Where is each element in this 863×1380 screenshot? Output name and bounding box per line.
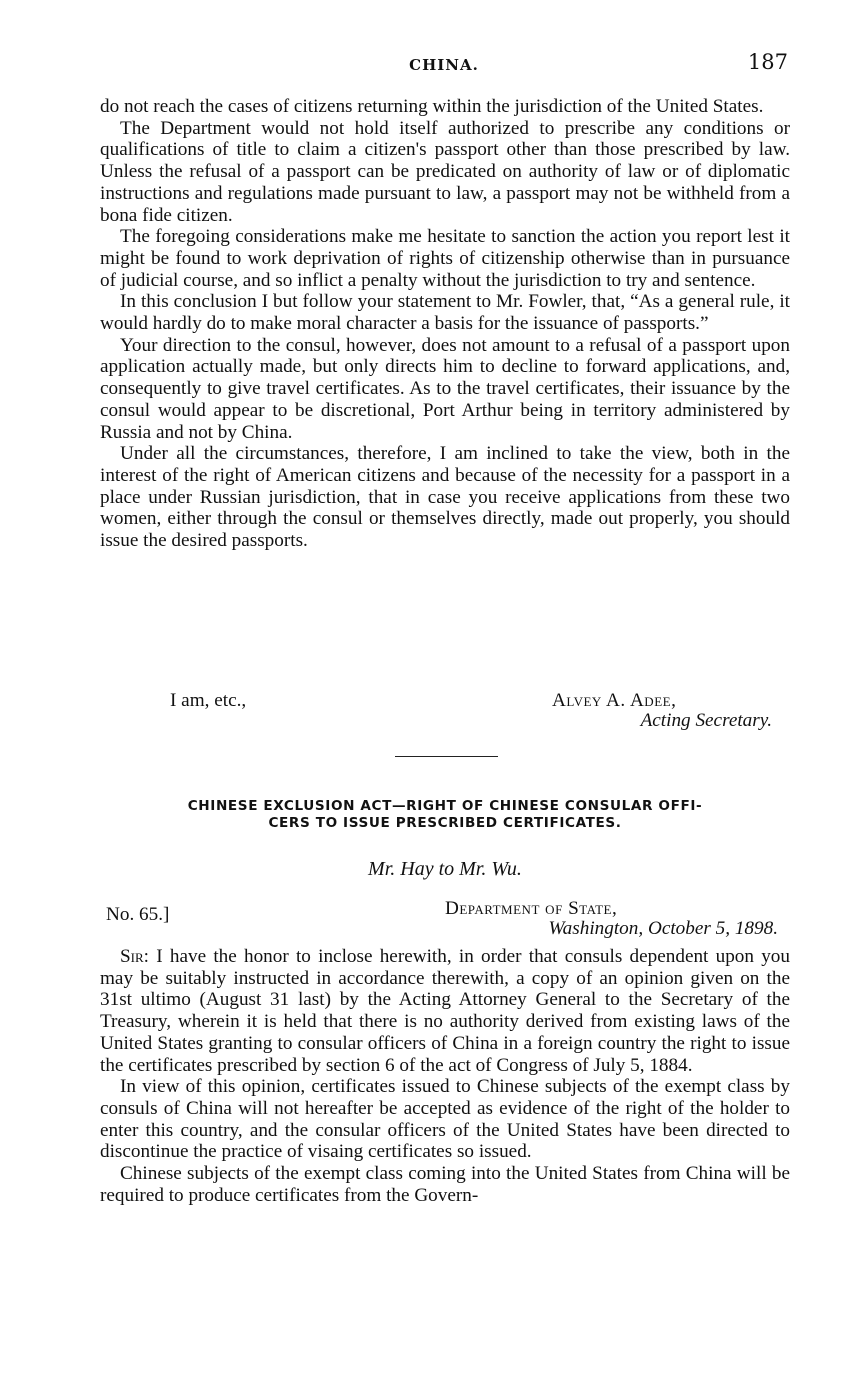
letter-body <box>100 946 790 1206</box>
heading-line: CHINESE EXCLUSION ACT—RIGHT OF CHINESE CONSULAR OFFI- <box>187 798 703 814</box>
paragraph: The foregoing considerations make me hesitate to sanction the action you report lest it might be found to work deprivation of rights of citizenship otherwise than in pursuance of judicial course, and so inflict a penalty without the jurisdiction to try and sentence. <box>100 226 790 291</box>
paragraph: In view of this opinion, certificates issued to Chinese subjects of the exempt class by consuls of China will not hereafter be accepted as evidence of the right of the holder to enter this country, and the consular officers of the United States have been directed to discontinue the practice of visaing certificates so issued. <box>100 1076 790 1163</box>
signer-title: Acting Secretary. <box>640 710 772 731</box>
page-number: 187 <box>747 50 788 74</box>
running-title: CHINA. <box>409 56 479 74</box>
correspondents-line: Mr. Hay to Mr. Wu. <box>368 858 522 880</box>
document-number: No. 65.] <box>106 904 170 925</box>
salutation: Sir: <box>120 946 150 967</box>
paragraph: Chinese subjects of the exempt class coming into the United States from China will be required to produce certificates from the Govern- <box>100 1163 790 1206</box>
paragraph: In this conclusion I but follow your statement to Mr. Fowler, that, “As a general rule, it would hardly do to make moral character a basis for the issuance of passports.” <box>100 291 790 335</box>
closing: I am, etc., <box>170 690 247 711</box>
letter-head <box>100 898 790 942</box>
signer-name: Alvey A. Adee, <box>552 690 677 711</box>
section-divider <box>395 756 498 757</box>
heading-line: CERS TO ISSUE PRESCRIBED CERTIFICATES. <box>268 815 622 831</box>
paragraph: The Department would not hold itself authorized to prescribe any conditions or qualifications of title to claim a citizen's passport other than those prescribed by law. Unless the refusal of a passport can be predicated on authority of law or of diplomatic instructions and regulations made pursuant to law, a passport may not be withheld from a bona fide citizen. <box>100 117 790 226</box>
paragraph: do not reach the cases of citizens returning within the jurisdiction of the United States. <box>100 96 764 117</box>
paragraph <box>100 946 790 1076</box>
paragraph: Under all the circumstances, therefore, I am inclined to take the view, both in the interest of the right of American citizens and because of the necessity for a passport in a place under Russian jurisdiction, that in case you receive applications from these two women, either through the consul or themselves directly, made out properly, you should issue the desired passports. <box>100 443 790 552</box>
letter-body <box>100 96 790 552</box>
running-head <box>100 50 788 80</box>
dateline: Washington, October 5, 1898. <box>548 918 778 939</box>
department-name: Department of State, <box>445 898 618 919</box>
section-heading <box>100 798 790 832</box>
signature-block <box>100 690 790 734</box>
paragraph: Your direction to the consul, however, does not amount to a refusal of a passport upon application actually made, but only directs him to decline to forward applications, and, consequently to give travel certificates. As to the travel certificates, their issuance by the consul would appear to be discretional, Port Arthur being in territory administered by Russia and not by China. <box>100 334 790 443</box>
paragraph-text: I have the honor to inclose herewith, in order that consuls dependent upon you may be suitably instructed in accordance therewith, a copy of an opinion given on the 31st ultimo (August 31 last) by the Acting Attorney General to the Secretary of the Treasury, wherein it is held that there is no authority derived from existing laws of the United States granting to consular officers of China in a foreign country the right to issue the certificates prescribed by section 6 of the act of Congress of July 5, 1884. <box>100 946 790 1076</box>
